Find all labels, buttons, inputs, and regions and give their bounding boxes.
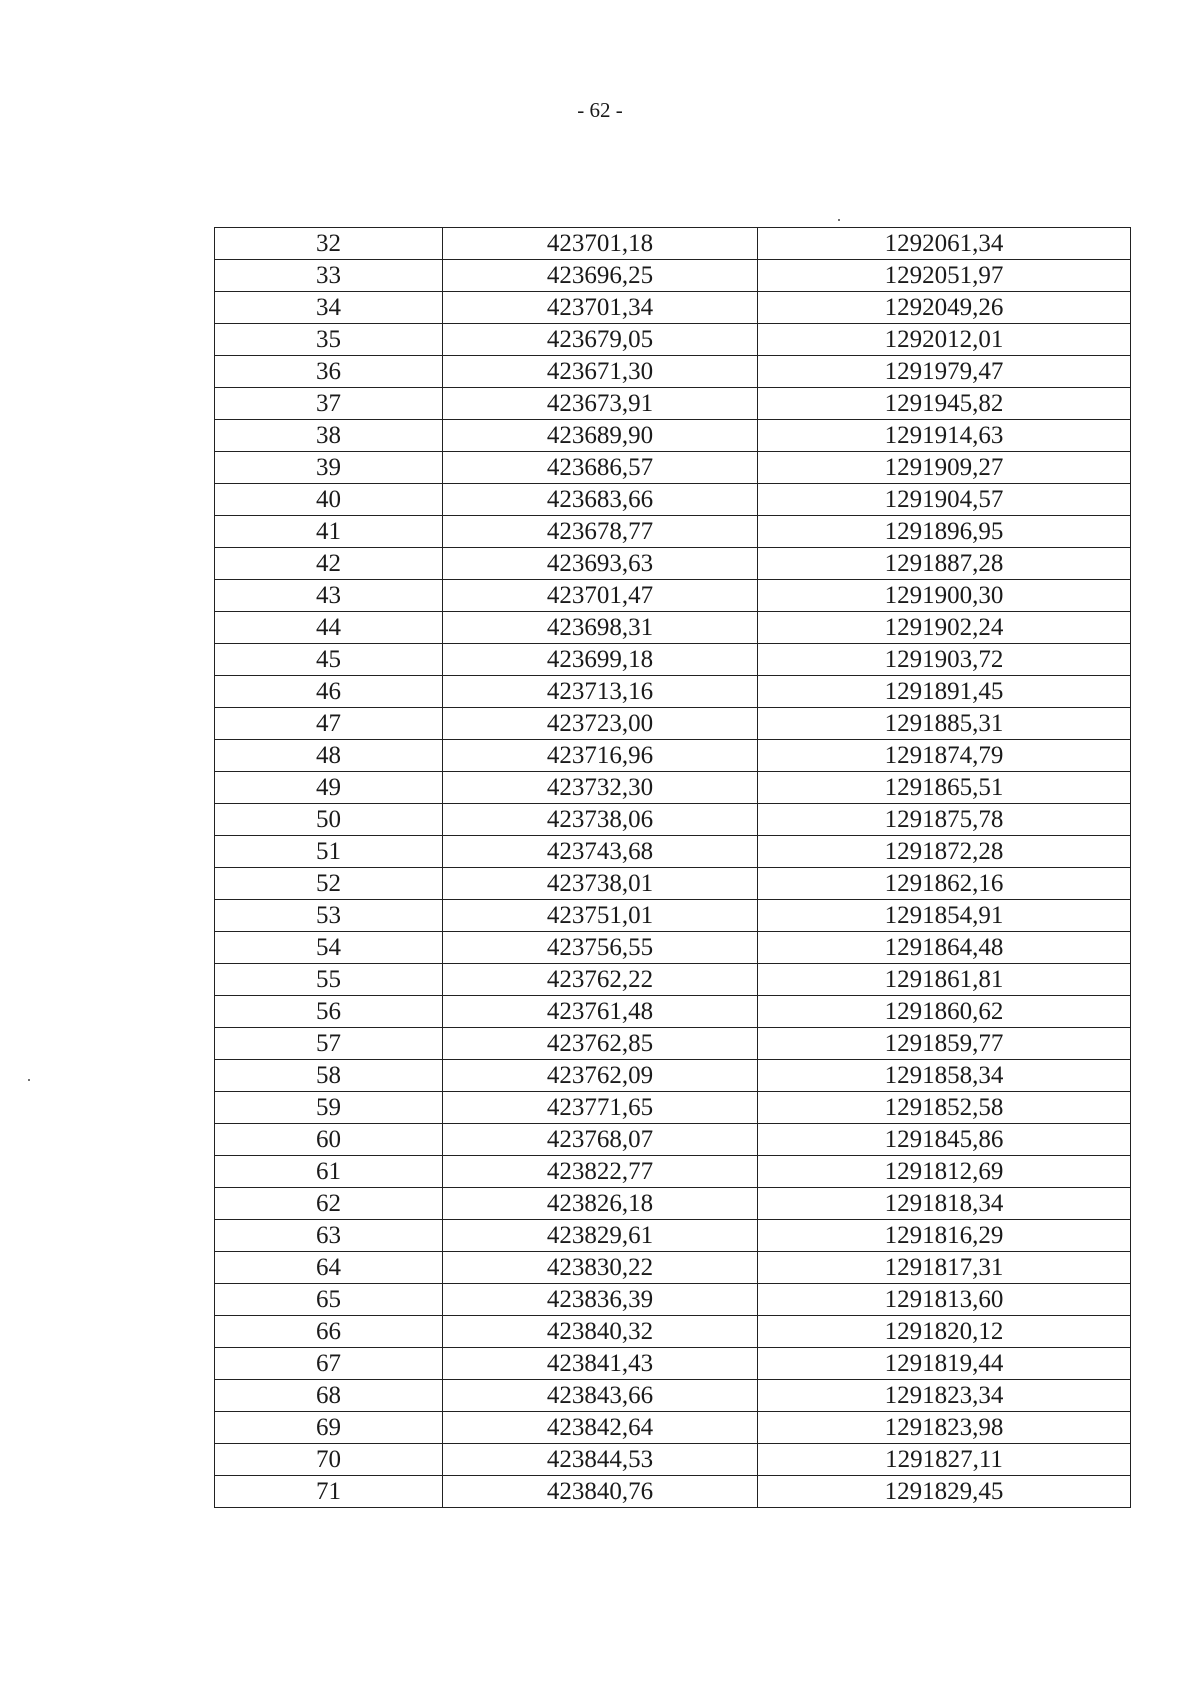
y-coordinate-cell: 1291904,57: [758, 484, 1131, 516]
x-coordinate-cell: 423701,18: [443, 228, 758, 260]
point-number-cell: 35: [215, 324, 443, 356]
point-number-cell: 57: [215, 1028, 443, 1060]
y-coordinate-cell: 1291903,72: [758, 644, 1131, 676]
point-number-cell: 71: [215, 1476, 443, 1508]
table-row: [215, 996, 1131, 1028]
y-coordinate-cell: 1291858,34: [758, 1060, 1131, 1092]
y-coordinate-cell: 1291865,51: [758, 772, 1131, 804]
point-number-cell: 36: [215, 356, 443, 388]
y-coordinate-cell: 1291812,69: [758, 1156, 1131, 1188]
table-row: [215, 932, 1131, 964]
table-row: [215, 1476, 1131, 1508]
table-row: [215, 868, 1131, 900]
table-row: [215, 1220, 1131, 1252]
x-coordinate-cell: 423830,22: [443, 1252, 758, 1284]
y-coordinate-cell: 1291861,81: [758, 964, 1131, 996]
point-number-cell: 32: [215, 228, 443, 260]
table-row: [215, 1284, 1131, 1316]
table-row: [215, 260, 1131, 292]
y-coordinate-cell: 1291817,31: [758, 1252, 1131, 1284]
table-row: [215, 1060, 1131, 1092]
y-coordinate-cell: 1291945,82: [758, 388, 1131, 420]
x-coordinate-cell: 423836,39: [443, 1284, 758, 1316]
x-coordinate-cell: 423713,16: [443, 676, 758, 708]
point-number-cell: 45: [215, 644, 443, 676]
point-number-cell: 61: [215, 1156, 443, 1188]
point-number-cell: 65: [215, 1284, 443, 1316]
y-coordinate-cell: 1291845,86: [758, 1124, 1131, 1156]
y-coordinate-cell: 1292049,26: [758, 292, 1131, 324]
table-row: [215, 1252, 1131, 1284]
point-number-cell: 69: [215, 1412, 443, 1444]
table-row: [215, 420, 1131, 452]
x-coordinate-cell: 423840,32: [443, 1316, 758, 1348]
point-number-cell: 55: [215, 964, 443, 996]
table-row: [215, 1380, 1131, 1412]
point-number-cell: 58: [215, 1060, 443, 1092]
y-coordinate-cell: 1291891,45: [758, 676, 1131, 708]
point-number-cell: 46: [215, 676, 443, 708]
point-number-cell: 34: [215, 292, 443, 324]
coordinates-table-body: [215, 228, 1131, 1508]
y-coordinate-cell: 1291900,30: [758, 580, 1131, 612]
y-coordinate-cell: 1291823,98: [758, 1412, 1131, 1444]
table-row: [215, 612, 1131, 644]
point-number-cell: 42: [215, 548, 443, 580]
y-coordinate-cell: 1291887,28: [758, 548, 1131, 580]
point-number-cell: 51: [215, 836, 443, 868]
x-coordinate-cell: 423732,30: [443, 772, 758, 804]
x-coordinate-cell: 423771,65: [443, 1092, 758, 1124]
x-coordinate-cell: 423723,00: [443, 708, 758, 740]
x-coordinate-cell: 423689,90: [443, 420, 758, 452]
y-coordinate-cell: 1291813,60: [758, 1284, 1131, 1316]
table-row: [215, 1412, 1131, 1444]
x-coordinate-cell: 423738,01: [443, 868, 758, 900]
table-row: [215, 740, 1131, 772]
point-number-cell: 70: [215, 1444, 443, 1476]
scan-speck: [28, 1079, 30, 1081]
table-row: [215, 676, 1131, 708]
point-number-cell: 37: [215, 388, 443, 420]
point-number-cell: 44: [215, 612, 443, 644]
y-coordinate-cell: 1291854,91: [758, 900, 1131, 932]
point-number-cell: 48: [215, 740, 443, 772]
y-coordinate-cell: 1291829,45: [758, 1476, 1131, 1508]
table-row: [215, 292, 1131, 324]
x-coordinate-cell: 423762,85: [443, 1028, 758, 1060]
table-row: [215, 1316, 1131, 1348]
y-coordinate-cell: 1291885,31: [758, 708, 1131, 740]
x-coordinate-cell: 423699,18: [443, 644, 758, 676]
y-coordinate-cell: 1291902,24: [758, 612, 1131, 644]
point-number-cell: 43: [215, 580, 443, 612]
y-coordinate-cell: 1291819,44: [758, 1348, 1131, 1380]
point-number-cell: 60: [215, 1124, 443, 1156]
y-coordinate-cell: 1291816,29: [758, 1220, 1131, 1252]
x-coordinate-cell: 423829,61: [443, 1220, 758, 1252]
table-row: [215, 324, 1131, 356]
scan-speck: [838, 219, 840, 221]
x-coordinate-cell: 423768,07: [443, 1124, 758, 1156]
x-coordinate-cell: 423826,18: [443, 1188, 758, 1220]
x-coordinate-cell: 423762,22: [443, 964, 758, 996]
x-coordinate-cell: 423678,77: [443, 516, 758, 548]
x-coordinate-cell: 423701,47: [443, 580, 758, 612]
table-row: [215, 1188, 1131, 1220]
point-number-cell: 41: [215, 516, 443, 548]
point-number-cell: 56: [215, 996, 443, 1028]
x-coordinate-cell: 423762,09: [443, 1060, 758, 1092]
table-row: [215, 516, 1131, 548]
table-row: [215, 1348, 1131, 1380]
table-row: [215, 900, 1131, 932]
x-coordinate-cell: 423693,63: [443, 548, 758, 580]
y-coordinate-cell: 1292051,97: [758, 260, 1131, 292]
x-coordinate-cell: 423698,31: [443, 612, 758, 644]
point-number-cell: 53: [215, 900, 443, 932]
y-coordinate-cell: 1291827,11: [758, 1444, 1131, 1476]
x-coordinate-cell: 423683,66: [443, 484, 758, 516]
point-number-cell: 59: [215, 1092, 443, 1124]
y-coordinate-cell: 1291914,63: [758, 420, 1131, 452]
point-number-cell: 67: [215, 1348, 443, 1380]
point-number-cell: 52: [215, 868, 443, 900]
table-row: [215, 772, 1131, 804]
table-row: [215, 356, 1131, 388]
x-coordinate-cell: 423716,96: [443, 740, 758, 772]
x-coordinate-cell: 423671,30: [443, 356, 758, 388]
table-row: [215, 548, 1131, 580]
point-number-cell: 49: [215, 772, 443, 804]
table-row: [215, 644, 1131, 676]
y-coordinate-cell: 1291875,78: [758, 804, 1131, 836]
table-row: [215, 228, 1131, 260]
y-coordinate-cell: 1291864,48: [758, 932, 1131, 964]
y-coordinate-cell: 1291872,28: [758, 836, 1131, 868]
x-coordinate-cell: 423743,68: [443, 836, 758, 868]
coordinates-table: [214, 227, 1131, 1508]
point-number-cell: 40: [215, 484, 443, 516]
y-coordinate-cell: 1292061,34: [758, 228, 1131, 260]
y-coordinate-cell: 1291823,34: [758, 1380, 1131, 1412]
y-coordinate-cell: 1291852,58: [758, 1092, 1131, 1124]
y-coordinate-cell: 1291874,79: [758, 740, 1131, 772]
y-coordinate-cell: 1291862,16: [758, 868, 1131, 900]
x-coordinate-cell: 423844,53: [443, 1444, 758, 1476]
x-coordinate-cell: 423751,01: [443, 900, 758, 932]
table-row: [215, 452, 1131, 484]
x-coordinate-cell: 423679,05: [443, 324, 758, 356]
x-coordinate-cell: 423841,43: [443, 1348, 758, 1380]
table-row: [215, 484, 1131, 516]
x-coordinate-cell: 423686,57: [443, 452, 758, 484]
page-number: - 62 -: [577, 98, 623, 122]
y-coordinate-cell: 1292012,01: [758, 324, 1131, 356]
point-number-cell: 47: [215, 708, 443, 740]
table-row: [215, 836, 1131, 868]
point-number-cell: 68: [215, 1380, 443, 1412]
y-coordinate-cell: 1291896,95: [758, 516, 1131, 548]
y-coordinate-cell: 1291979,47: [758, 356, 1131, 388]
y-coordinate-cell: 1291818,34: [758, 1188, 1131, 1220]
table-row: [215, 964, 1131, 996]
table-row: [215, 1028, 1131, 1060]
table-row: [215, 1444, 1131, 1476]
table-row: [215, 580, 1131, 612]
point-number-cell: 54: [215, 932, 443, 964]
point-number-cell: 38: [215, 420, 443, 452]
table-row: [215, 804, 1131, 836]
point-number-cell: 33: [215, 260, 443, 292]
y-coordinate-cell: 1291909,27: [758, 452, 1131, 484]
x-coordinate-cell: 423761,48: [443, 996, 758, 1028]
table-row: [215, 1156, 1131, 1188]
point-number-cell: 64: [215, 1252, 443, 1284]
point-number-cell: 62: [215, 1188, 443, 1220]
table-row: [215, 388, 1131, 420]
x-coordinate-cell: 423822,77: [443, 1156, 758, 1188]
table-row: [215, 708, 1131, 740]
y-coordinate-cell: 1291859,77: [758, 1028, 1131, 1060]
x-coordinate-cell: 423696,25: [443, 260, 758, 292]
point-number-cell: 66: [215, 1316, 443, 1348]
x-coordinate-cell: 423738,06: [443, 804, 758, 836]
x-coordinate-cell: 423673,91: [443, 388, 758, 420]
x-coordinate-cell: 423756,55: [443, 932, 758, 964]
x-coordinate-cell: 423843,66: [443, 1380, 758, 1412]
table-row: [215, 1124, 1131, 1156]
point-number-cell: 50: [215, 804, 443, 836]
y-coordinate-cell: 1291860,62: [758, 996, 1131, 1028]
point-number-cell: 63: [215, 1220, 443, 1252]
table-row: [215, 1092, 1131, 1124]
x-coordinate-cell: 423701,34: [443, 292, 758, 324]
x-coordinate-cell: 423840,76: [443, 1476, 758, 1508]
point-number-cell: 39: [215, 452, 443, 484]
x-coordinate-cell: 423842,64: [443, 1412, 758, 1444]
y-coordinate-cell: 1291820,12: [758, 1316, 1131, 1348]
